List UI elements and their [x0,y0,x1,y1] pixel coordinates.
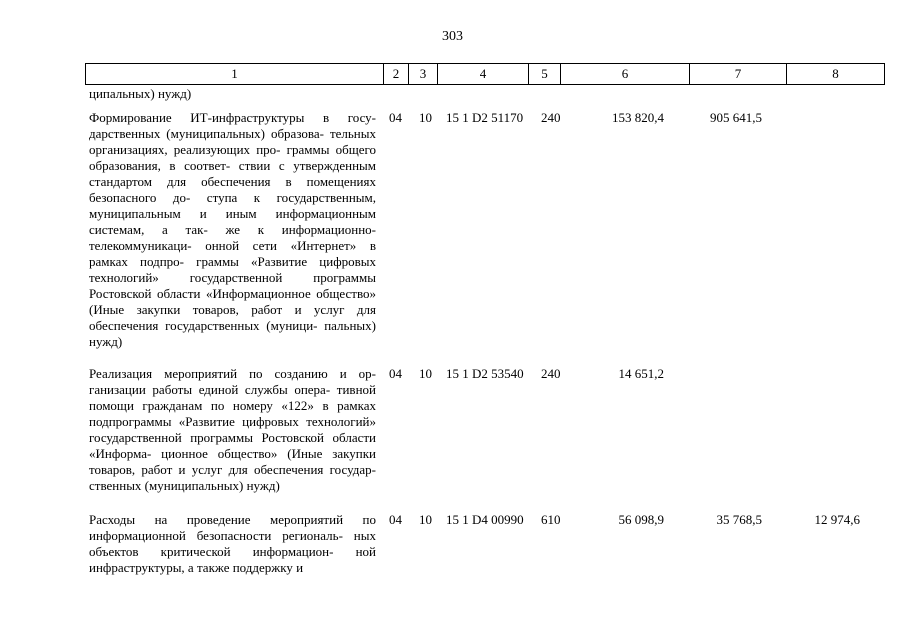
row-amount-year-1: 153 820,4 [612,110,664,125]
row-target-article-code: 15 1 D2 53540 [446,366,524,381]
column-header-6: 6 [560,64,689,84]
column-header-2: 2 [383,64,408,84]
column-header-3: 3 [408,64,437,84]
row-subsection-code: 10 [419,366,432,381]
row-description: Формирование ИТ-инфраструктуры в госу- дарственных (муниципальных) образова- тельных организациях, реализующих про- граммы общего образования, в соответ- ствии с утвержденным стандартом для обеспечения в помещениях безопасного до- ступа к государственным, муниципальным и иным информационным системам, а так- же к информационно-телекоммуникаци- онной сети «Интернет» в рамках подпро- граммы «Развитие цифровых технологий» государственной программы Ростовской области «Информационное общество» (Иные закупки товаров, работ и услуг для обеспечения государственных (муници- пальных) нужд) [89,110,376,349]
column-header-7: 7 [689,64,786,84]
column-header-5: 5 [528,64,560,84]
row-section-code: 04 [389,110,402,125]
row-subsection-code: 10 [419,512,432,527]
page-number: 303 [442,29,463,44]
row-section-code: 04 [389,512,402,527]
row-section-code: 04 [389,366,402,381]
row-amount-year-1: 14 651,2 [618,366,664,381]
row-expense-type-code: 240 [541,366,561,381]
column-header-8: 8 [786,64,884,84]
row-target-article-code: 15 1 D2 51170 [446,110,524,125]
row-description: Реализация мероприятий по созданию и ор- ганизации работы единой службы опера- тивной помощи гражданам по номеру «122» в рамках подпрограммы «Развитие цифровых технологий» государственной программы Ростовской области «Информа- ционное общество» (Иные закупки товаров, работ и услуг для обеспечения государ- ственных (муниципальных) нужд) [89,366,376,493]
row-amount-year-1: 56 098,9 [618,512,664,527]
row-target-article-code: 15 1 D4 00990 [446,512,524,527]
row-description: Расходы на проведение мероприятий по информационной безопасности региональ- ных объектов критической информацион- ной инфраструктуры, а также поддержку и [89,512,376,575]
row-expense-type-code: 240 [541,110,561,125]
row-amount-year-2: 905 641,5 [710,110,762,125]
row-amount-year-2: 35 768,5 [716,512,762,527]
continuation-text: ципальных) нужд) [89,86,192,101]
column-header-4: 4 [437,64,528,84]
table-header [85,63,885,85]
column-header-1: 1 [231,66,238,81]
row-expense-type-code: 610 [541,512,561,527]
row-subsection-code: 10 [419,110,432,125]
row-amount-year-3: 12 974,6 [814,512,860,527]
